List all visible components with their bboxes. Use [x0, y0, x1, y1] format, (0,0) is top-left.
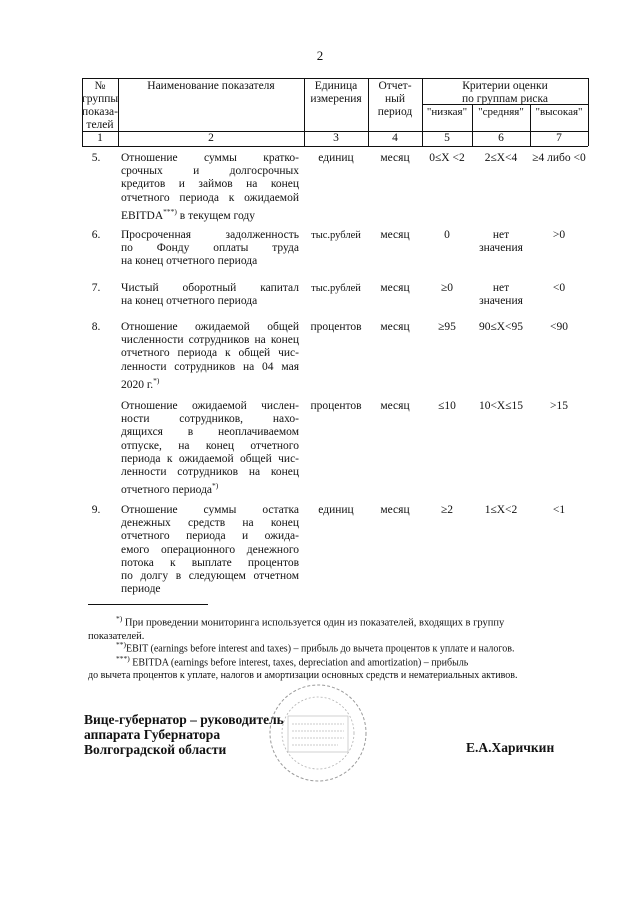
indicator-name: Отношение ожидаемой общей численности сотрудников на конец отчетного периода к общей чис- ленности сотрудников на 04 мая 2020 г.*): [121, 321, 299, 391]
page-number: 2: [316, 48, 324, 63]
high-risk-criterion: <0: [552, 282, 566, 294]
footnote-3: ***) EBITDA (earnings before interest, taxes, depreciation and amortization) – прибыль до вычета процентов к уплате, налогов и амортизации основных средств и нематериальных активов.: [88, 654, 518, 682]
col-number-6: 6: [498, 132, 504, 144]
header-medium: "средняя": [478, 106, 524, 118]
col-line-8: [588, 78, 589, 146]
medium-risk-criterion: 10<X≤15: [478, 400, 524, 412]
header-unit: Единица измерения: [310, 80, 362, 105]
medium-risk-criterion: 2≤X<4: [484, 152, 518, 164]
col-number-2: 2: [208, 132, 214, 144]
indicator-name: Чистый оборотный капитал на конец отчетного периода: [121, 282, 299, 308]
indicator-name: Отношение суммы кратко- срочных и долгосрочных кредитов и займов на конец отчетного периода к ожидаемой EBITDA***) в текущем году: [121, 152, 299, 222]
low-risk-criterion: ≤10: [438, 400, 456, 412]
col-number-1: 1: [97, 132, 103, 144]
high-risk-criterion: <90: [550, 321, 568, 333]
criteria-subheader-line: [422, 104, 588, 105]
header-name: Наименование показателя: [147, 80, 275, 92]
signatory-title: Вице-губернатор – руководитель аппарата Губернатора Волгоградской области: [84, 712, 284, 757]
header-criteria: Критерии оценки по группам риска: [462, 80, 548, 105]
col-number-4: 4: [392, 132, 398, 144]
row-number: 8.: [91, 321, 101, 333]
row-number: 9.: [91, 504, 101, 516]
footnote-separator: [88, 604, 208, 605]
colnum-bottom-line: [82, 146, 588, 147]
medium-risk-criterion: 1≤X<2: [484, 504, 518, 516]
row-number: 7.: [91, 282, 101, 294]
col-number-7: 7: [556, 132, 562, 144]
unit-value: процентов: [310, 400, 362, 412]
period-value: месяц: [380, 504, 410, 516]
indicator-name: Отношение ожидаемой числен- ности сотрудников, нахо- дящихся в неоплачиваемом отпуске, на конец отчетного периода к ожидаемой общей чис- ленности сотрудников на конец отчетного периода*): [121, 400, 299, 497]
high-risk-criterion: >15: [550, 400, 568, 412]
indicator-name: Отношение суммы остатка денежных средств на конец отчетного периода и ожида- емого операционного денежного потока к выплате процентов по долгу в следующем отчетном периоде: [121, 504, 299, 596]
unit-value: тыс.рублей: [311, 283, 361, 294]
medium-risk-criterion: нет значения: [479, 282, 523, 308]
low-risk-criterion: ≥0: [440, 282, 454, 294]
period-value: месяц: [380, 400, 410, 412]
medium-risk-criterion: нет значения: [479, 229, 523, 255]
col-number-5: 5: [444, 132, 450, 144]
low-risk-criterion: 0: [444, 229, 450, 241]
signatory-name: Е.А.Харичкин: [466, 740, 555, 755]
medium-risk-criterion: 90≤X<95: [478, 321, 524, 333]
header-low: "низкая": [426, 106, 468, 118]
low-risk-criterion: ≥95: [438, 321, 456, 333]
period-value: месяц: [380, 229, 410, 241]
period-value: месяц: [380, 152, 410, 164]
row-number: 5.: [91, 152, 101, 164]
unit-value: процентов: [310, 321, 362, 333]
low-risk-criterion: 0≤X <2: [429, 152, 465, 164]
footnote-2: **)EBIT (earnings before interest and taxes) – прибыль до вычета процентов к уплате и налогов.: [116, 640, 515, 655]
footnote-1: *) При проведении мониторинга используется один из показателей, входящих в группу показателей.: [88, 614, 505, 642]
indicator-name: Просроченная задолженность по Фонду оплаты труда на конец отчетного периода: [121, 229, 299, 268]
unit-value: тыс.рублей: [311, 230, 361, 241]
period-value: месяц: [380, 282, 410, 294]
high-risk-criterion: >0: [552, 229, 566, 241]
header-period: Отчет- ный период: [377, 80, 413, 118]
table-top-line: [82, 78, 588, 79]
low-risk-criterion: ≥2: [440, 504, 454, 516]
unit-value: единиц: [318, 504, 354, 516]
header-group-no: № группы показа- телей: [82, 80, 119, 131]
row-number: 6.: [91, 229, 101, 241]
unit-value: единиц: [318, 152, 354, 164]
period-value: месяц: [380, 321, 410, 333]
col-number-3: 3: [333, 132, 339, 144]
header-high: "высокая": [535, 106, 583, 118]
high-risk-criterion: ≥4 либо <0: [532, 152, 586, 164]
high-risk-criterion: <1: [552, 504, 566, 516]
